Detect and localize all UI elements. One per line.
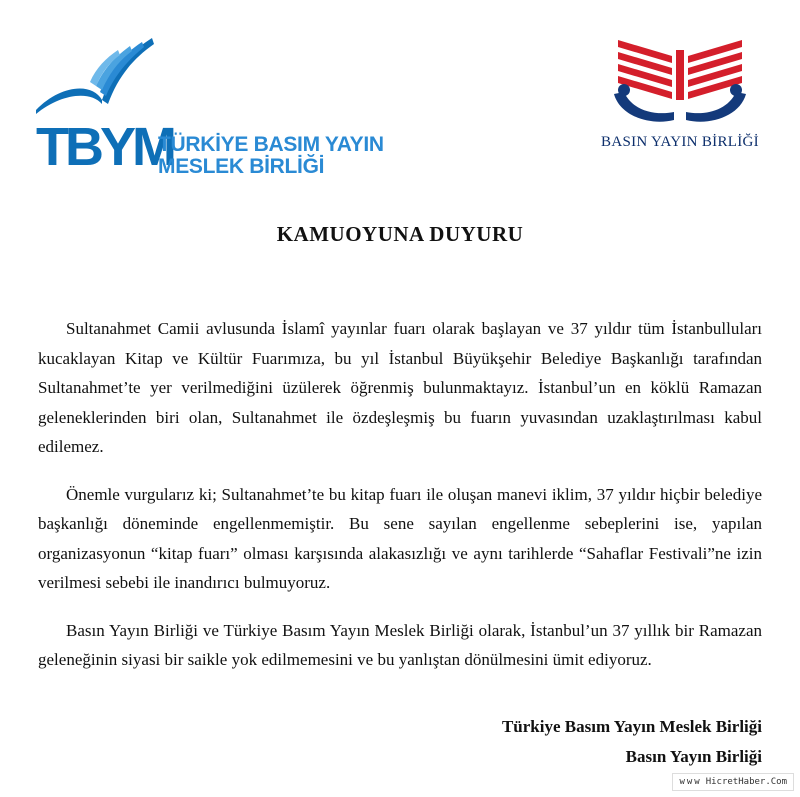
site-watermark xyxy=(672,773,794,791)
tbym-mark: TBYM xyxy=(36,117,173,177)
watermark-prefix: www xyxy=(679,777,702,787)
tbym-name-line2: MESLEK BİRLİĞİ xyxy=(158,155,325,178)
stripes-and-hands-icon xyxy=(610,30,750,130)
document-body xyxy=(38,314,762,675)
tbym-name xyxy=(158,134,384,178)
signature-line1: Türkiye Basım Yayın Meslek Birliği xyxy=(501,717,762,736)
byb-name: BASIN YAYIN BİRLİĞİ xyxy=(601,134,759,150)
paragraph: Önemle vurgularız ki; Sultanahmet’te bu kitap fuarı ile oluşan manevi iklim, 37 yıldır hiçbir belediye başkanlığı döneminde engellenmemiştir. Bu sene sayılan engellenme sebeplerini ise, yapılan organizasyonun “kitap fuarı” olması karşısında alakasızlığı ve aynı tarihlerde “Sahaflar Festivali”ne izin verilmesi sebebi ile inandırıcı bulmuyoruz. xyxy=(38,484,762,592)
byb-logo xyxy=(590,30,770,155)
paragraph: Sultanahmet Camii avlusunda İslamî yayınlar fuarı olarak başlayan ve 37 yıldır tüm İstanbulluları kucaklayan Kitap ve Kültür Fuarımıza, bu yıl İstanbul Büyükşehir Belediye Başkanlığı tarafından Sultanahmet’te yer verilmediğini üzülerek öğrenmiş bulunmaktayız. İstanbul’un en köklü Ramazan geleneklerinden biri olan, Sultanahmet ile özdeşleşmiş bu fuarın yuvasından uzaklaştırılması kabul edilemez. xyxy=(38,319,762,456)
document-title: KAMUOYUNA DUYURU xyxy=(276,222,524,246)
watermark-site: HicretHaber.Com xyxy=(705,777,787,787)
signature-block xyxy=(502,712,762,772)
tbym-logo xyxy=(30,30,390,178)
paragraph: Basın Yayın Birliği ve Türkiye Basım Yayın Meslek Birliği olarak, İstanbul’un 37 yıllık bir Ramazan geleneğinin siyasi bir saikle yok edilmemesini ve bu yanlıştan dönülmesini ümit ediyoruz. xyxy=(38,620,762,669)
signature-line2: Basın Yayın Birliği xyxy=(625,747,762,766)
open-book-icon xyxy=(30,30,160,120)
tbym-name-line1: TÜRKİYE BASIM YAYIN xyxy=(158,133,384,156)
